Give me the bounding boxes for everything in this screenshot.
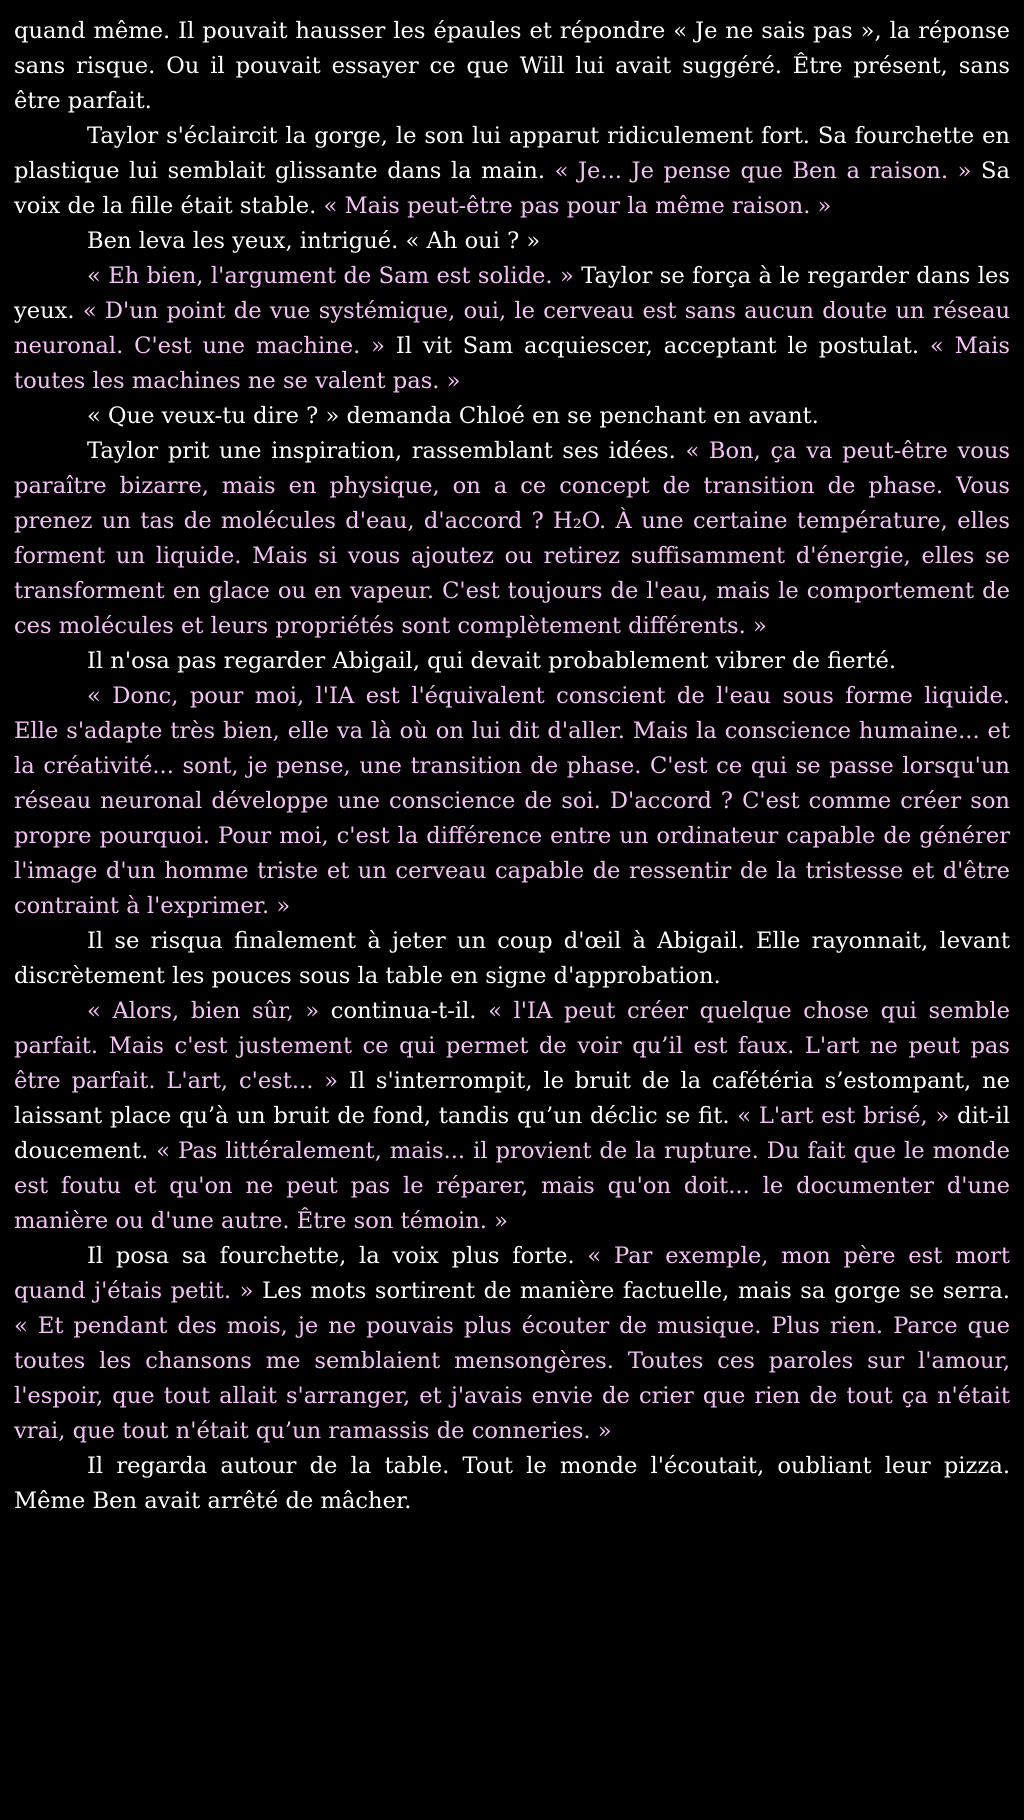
narration-text: Ben leva les yeux, intrigué. « Ah oui ? »	[87, 228, 541, 254]
paragraph	[14, 644, 1010, 679]
narration-text: quand même. Il pouvait hausser les épaules et répondre « Je ne sais pas », la réponse sans risque. Ou il pouvait essayer ce que Will lui avait suggéré. Être présent, sans être parfait.	[14, 18, 1010, 114]
narration-text: dit-il doucement.	[14, 1103, 1010, 1164]
dialogue-text: « Je... Je pense que Ben a raison. »	[554, 158, 972, 184]
paragraph	[14, 1449, 1010, 1519]
narration-text: continua-t-il.	[319, 998, 489, 1024]
paragraph	[14, 679, 1010, 924]
narration-text: Les mots sortirent de manière factuelle, mais sa gorge se serra.	[253, 1278, 1010, 1304]
narration-text: « Que veux-tu dire ? » demanda Chloé en se penchant en avant.	[87, 403, 819, 429]
paragraph	[14, 434, 1010, 644]
narration-text: Il n'osa pas regarder Abigail, qui devait probablement vibrer de fierté.	[87, 648, 897, 674]
paragraph	[14, 224, 1010, 259]
narration-text: Il se risqua finalement à jeter un coup d'œil à Abigail. Elle rayonnait, levant discrètement les pouces sous la table en signe d'approbation.	[14, 928, 1010, 989]
dialogue-text: « Bon, ça va peut-être vous paraître bizarre, mais en physique, on a ce concept de transition de phase. Vous prenez un tas de molécules d'eau, d'accord ? H₂O. À une certaine température, elles forment un liquide. Mais si vous ajoutez ou retirez suffisamment d'énergie, elles se transforment en glace ou en vapeur. C'est toujours de l'eau, mais le comportement de ces molécules et leurs propriétés sont complètement différents. »	[14, 438, 1011, 639]
dialogue-text: « Par exemple, mon père est mort quand j'étais petit. »	[14, 1243, 1011, 1304]
dialogue-text: « Mais toutes les machines ne se valent pas. »	[14, 333, 1010, 394]
narration-text: Taylor prit une inspiration, rassemblant ses idées.	[87, 438, 686, 464]
dialogue-text: « Donc, pour moi, l'IA est l'équivalent conscient de l'eau sous forme liquide. Elle s'adapte très bien, elle va là où on lui dit d'aller. Mais la conscience humaine... et la créativité... sont, je pense, une transition de phase. C'est ce qui se passe lorsqu'un réseau neuronal développe une conscience de soi. D'accord ? C'est comme créer son propre pourquoi. Pour moi, c'est la différence entre un ordinateur capable de générer l'image d'un homme triste et un cerveau capable de ressentir de la tristesse et d'être contraint à l'exprimer. »	[14, 683, 1010, 919]
narration-text: Il posa sa fourchette, la voix plus forte.	[87, 1243, 588, 1269]
dialogue-text: « D'un point de vue systémique, oui, le cerveau est sans aucun doute un réseau neuronal. C'est une machine. »	[14, 298, 1010, 359]
dialogue-text: « Alors, bien sûr, »	[87, 998, 320, 1024]
paragraph	[14, 119, 1010, 224]
dialogue-text: « l'IA peut créer quelque chose qui semble parfait. Mais c'est justement ce qui permet de voir qu’il est faux. L'art ne peut pas être parfait. L'art, c'est... »	[14, 998, 1010, 1094]
narration-text: Taylor se força à le regarder dans les yeux.	[14, 263, 1010, 324]
narration-text: Il s'interrompit, le bruit de la cafétéria s’estompant, ne laissant place qu’à un bruit de fond, tandis qu’un déclic se fit.	[14, 1068, 1010, 1129]
paragraph	[14, 259, 1010, 399]
paragraph	[14, 399, 1010, 434]
narration-text: Taylor s'éclaircit la gorge, le son lui apparut ridiculement fort. Sa fourchette en plastique lui semblait glissante dans la main.	[14, 123, 1010, 184]
dialogue-text: « Mais peut-être pas pour la même raison. »	[323, 193, 832, 219]
dialogue-text: « Pas littéralement, mais... il provient de la rupture. Du fait que le monde est foutu et qu'on ne peut pas le réparer, mais qu'on doit... le documenter d'une manière ou d'une autre. Être son témoin. »	[14, 1138, 1010, 1234]
paragraph	[14, 994, 1010, 1239]
paragraph	[14, 1239, 1010, 1449]
paragraph	[14, 14, 1010, 119]
narration-text: Sa voix de la fille était stable.	[14, 158, 1010, 219]
narration-text: Il regarda autour de la table. Tout le monde l'écoutait, oubliant leur pizza. Même Ben avait arrêté de mâcher.	[14, 1453, 1010, 1514]
dialogue-text: « Eh bien, l'argument de Sam est solide. »	[87, 263, 574, 289]
narration-text: Il vit Sam acquiescer, acceptant le postulat.	[384, 333, 930, 359]
dialogue-text: « Et pendant des mois, je ne pouvais plus écouter de musique. Plus rien. Parce que toutes les chansons me semblaient mensongères. Toutes ces paroles sur l'amour, l'espoir, que tout allait s'arranger, et j'avais envie de crier que rien de tout ça n'était vrai, que tout n'était qu’un ramassis de conneries. »	[14, 1313, 1010, 1444]
dialogue-text: « L'art est brisé, »	[737, 1103, 950, 1129]
paragraph	[14, 924, 1010, 994]
